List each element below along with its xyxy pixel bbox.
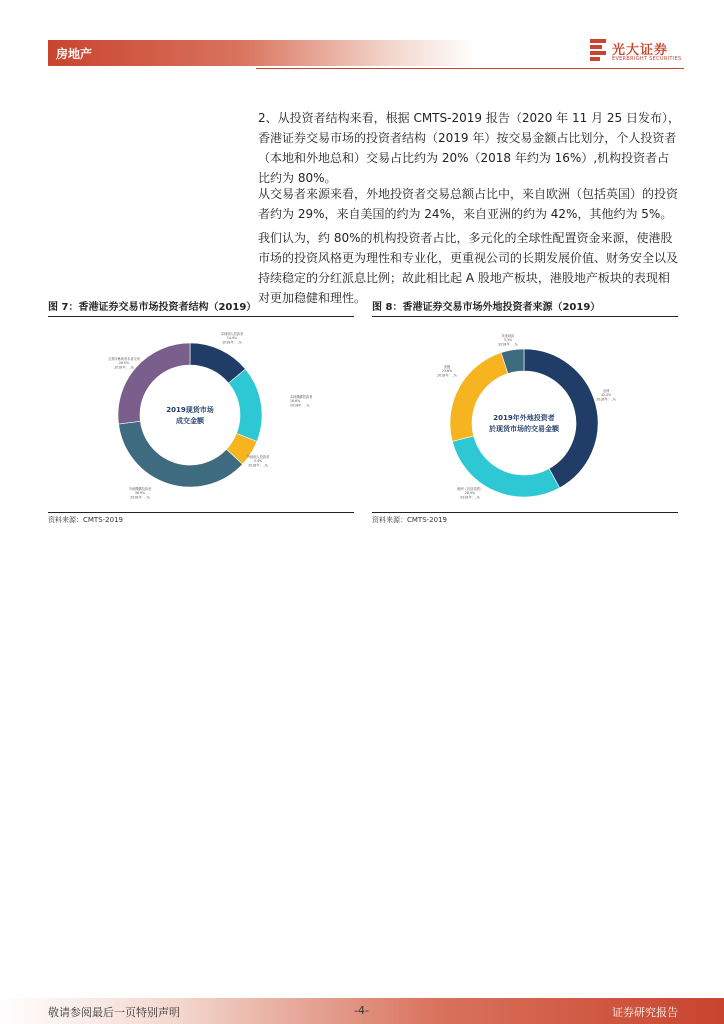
donut-center-label: 2019现货市场 bbox=[166, 406, 214, 414]
figure-8-donut bbox=[437, 333, 616, 499]
slice-label: 本地機構投資者 bbox=[290, 395, 313, 399]
figure-8-source: 资料来源：CMTS-2019 bbox=[372, 516, 447, 524]
paragraph-2: 从交易者来源来看，外地投资者交易总额占比中，来自欧洲（包括英国）的投资者约为 29%，来自美国的约为 24%，来自亚洲的约为 42%，其他约为 5%。 bbox=[258, 187, 679, 221]
donut-center-label: 2019年外地投资者 bbox=[493, 414, 555, 422]
figure-7-source: 资料来源：CMTS-2019 bbox=[48, 516, 123, 524]
slice-label: 2018年：..% bbox=[596, 397, 616, 402]
slice-label: 5.3% bbox=[503, 338, 513, 343]
slice-label: 26.0% bbox=[118, 361, 130, 366]
slice-label: 美國 bbox=[443, 365, 451, 369]
slice-label: 42.0% bbox=[600, 393, 612, 398]
donut-center-label: 於现货市场的交易金额 bbox=[489, 425, 559, 433]
slice-label: 5.4% bbox=[253, 459, 263, 464]
slice-label: 2018年：..% bbox=[290, 403, 310, 408]
brand-name-en: EVERBRIGHT SECURITIES bbox=[612, 56, 682, 62]
slice-label: 外地機構投資者 bbox=[128, 487, 152, 491]
slice-label: 2018年：..% bbox=[460, 495, 480, 500]
footer-disclaimer: 敬请参阅最后一页特别声明 bbox=[48, 1006, 180, 1019]
slice-label: 本地個人投資者 bbox=[220, 332, 244, 336]
slice-label: 外地個人投資者 bbox=[246, 455, 270, 459]
slice-label: 2018年：..% bbox=[437, 373, 457, 378]
figure-8-title: 图 8：香港证券交易市场外地投资者来源（2019） bbox=[372, 302, 601, 313]
slice-label: 其他地區 bbox=[501, 334, 515, 338]
slice-label: 2018年：..% bbox=[114, 365, 134, 370]
slice-label: 23.8% bbox=[441, 369, 453, 374]
slice-label: 2018年：..% bbox=[248, 463, 268, 468]
paragraph-3: 我们认为，约 80%的机构投资者占比，多元化的全球性配置资金来源，使港股市场的投资风格更为理性和专业化，更重视公司的长期发展价值、财务安全以及持续稳定的分红派息比例；故此相比起 A 股地产板块，港股地产板块的表现相对更加稳健和理性。 bbox=[258, 231, 679, 305]
brand-name: 光大证券 bbox=[612, 43, 669, 58]
section-title: 房地产 bbox=[56, 47, 93, 61]
slice-label: 2018年：..% bbox=[222, 340, 242, 345]
slice-label: 16.6% bbox=[290, 399, 301, 404]
slice-label: 歐洲（包括英國） bbox=[457, 487, 483, 491]
donut-slice bbox=[119, 421, 243, 487]
figure-7-donut bbox=[108, 331, 313, 499]
slice-label: 2018年：..% bbox=[130, 495, 150, 500]
slice-label: 36.9% bbox=[134, 491, 146, 496]
donut-center-label: 成交金额 bbox=[176, 417, 204, 425]
paragraph-1: 2、从投资者结构来看，根据 CMTS-2019 报告（2020 年 11 月 25 日发布），香港证券交易市场的投资者结构（2019 年）按交易金额占比划分，个人投资者（本地和外地总和）交易占比约为 20%（2018 年约为 16%）,机构投资者占比约为 80%。 bbox=[258, 111, 680, 185]
slice-label: 亞洲 bbox=[602, 389, 610, 393]
slice-label: 28.9% bbox=[464, 491, 476, 496]
slice-label: 2018年：..% bbox=[498, 342, 518, 347]
figure-7-title: 图 7：香港证券交易市场投资者结构（2019） bbox=[48, 302, 257, 313]
donut-slice bbox=[229, 369, 262, 441]
slice-label: 14.9% bbox=[226, 336, 238, 341]
slice-label: 交易所參與者本身交易 bbox=[108, 357, 140, 361]
page-number: -4- bbox=[354, 1004, 369, 1017]
footer-report-type: 证券研究报告 bbox=[612, 1006, 678, 1019]
